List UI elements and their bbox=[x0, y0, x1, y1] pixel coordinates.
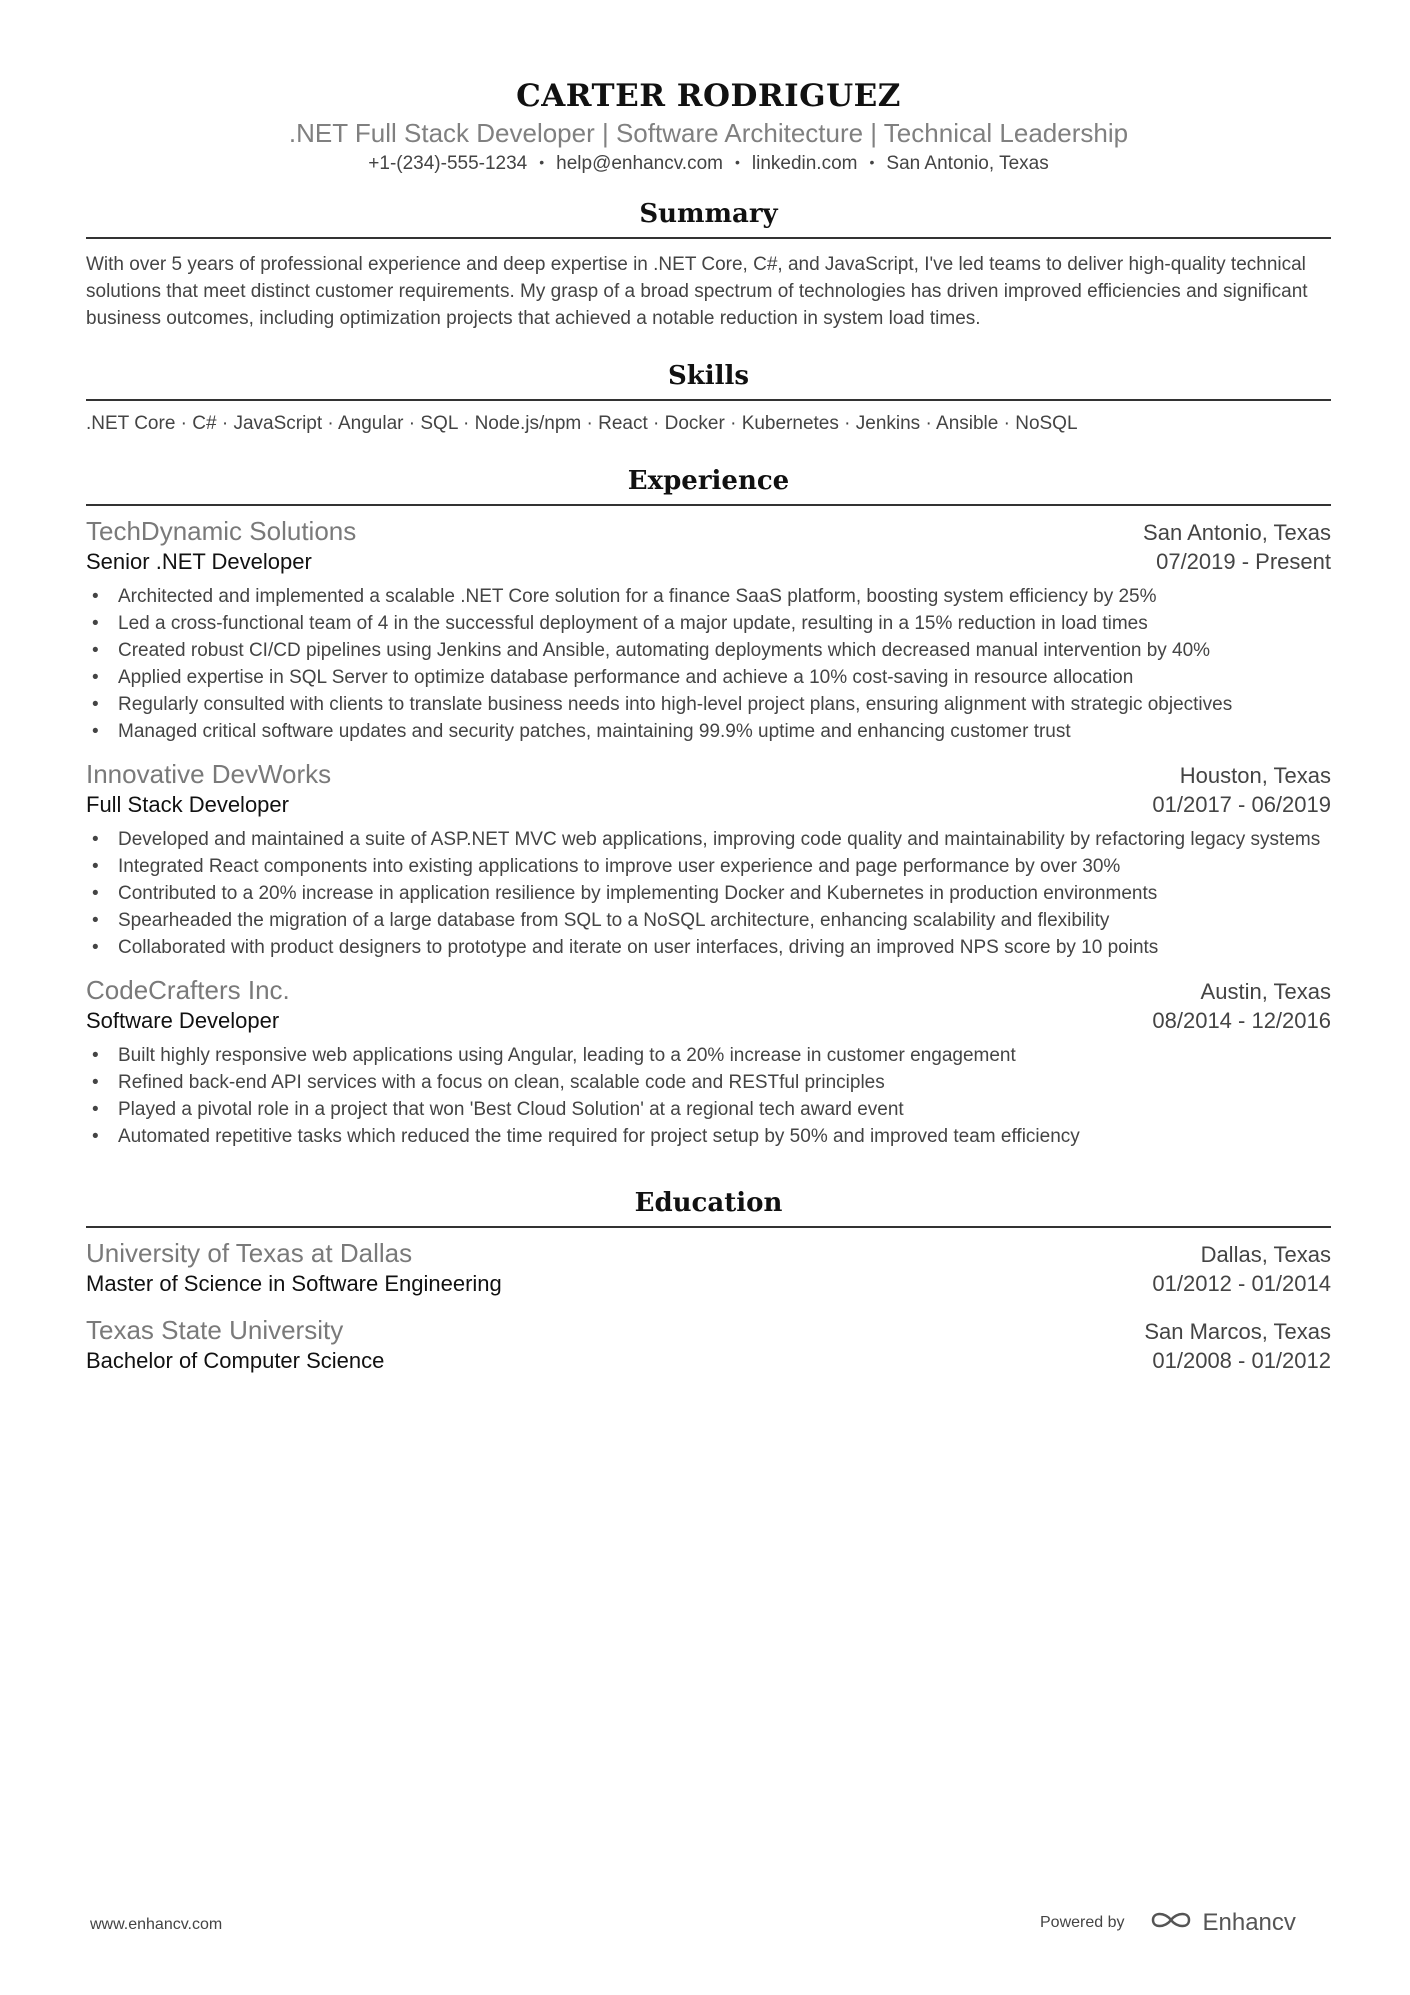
school-name: University of Texas at Dallas bbox=[86, 1238, 413, 1268]
bullet-item: • Led a cross-functional team of 4 in the successful deployment of a major update, resulting in a 15% reduction in load times bbox=[86, 610, 1331, 637]
company-name: TechDynamic Solutions bbox=[86, 516, 357, 546]
job-bullets bbox=[86, 1042, 1331, 1150]
bullet-item: • Applied expertise in SQL Server to optimize database performance and achieve a 10% cost-saving in resource allocation bbox=[86, 664, 1331, 691]
enhancv-logo-icon bbox=[1149, 1908, 1195, 1937]
section-title-summary: Summary bbox=[86, 199, 1331, 239]
bullet-item: • Contributed to a 20% increase in application resilience by implementing Docker and Kubernetes in production environments bbox=[86, 880, 1331, 907]
brand-name: Enhancv bbox=[1202, 1908, 1296, 1936]
skills-list: .NET Core · C# · JavaScript · Angular · SQL · Node.js/npm · React · Docker · Kubernetes · Jenkins · Ansible · NoSQL bbox=[86, 413, 1078, 434]
separator-dot: • bbox=[869, 154, 875, 170]
job-location: Houston, Texas bbox=[1179, 763, 1331, 788]
contact-line bbox=[86, 153, 1331, 175]
education-entry bbox=[86, 1238, 1331, 1297]
footer-branding bbox=[1040, 1908, 1296, 1937]
education-entry bbox=[86, 1315, 1331, 1374]
job-entry bbox=[86, 759, 1331, 961]
job-dates: 01/2017 - 06/2019 bbox=[1152, 792, 1331, 817]
resume-page bbox=[86, 70, 1331, 1374]
education-dates: 01/2012 - 01/2014 bbox=[1152, 1271, 1331, 1296]
school-location: Dallas, Texas bbox=[1200, 1242, 1331, 1267]
job-location: San Antonio, Texas bbox=[1143, 520, 1331, 545]
company-name: CodeCrafters Inc. bbox=[86, 975, 290, 1005]
degree: Bachelor of Computer Science bbox=[86, 1348, 385, 1373]
experience-section bbox=[86, 466, 1331, 1150]
bullet-item: • Played a pivotal role in a project that won 'Best Cloud Solution' at a regional tech award event bbox=[86, 1096, 1331, 1123]
bullet-item: • Developed and maintained a suite of ASP.NET MVC web applications, improving code quality and maintainability by refactoring legacy systems bbox=[86, 826, 1331, 853]
location: San Antonio, Texas bbox=[886, 153, 1049, 174]
section-title-education: Education bbox=[86, 1188, 1331, 1228]
education-dates: 01/2008 - 01/2012 bbox=[1152, 1348, 1331, 1373]
school-name: Texas State University bbox=[86, 1315, 344, 1345]
degree: Master of Science in Software Engineering bbox=[86, 1271, 502, 1296]
bullet-item: • Built highly responsive web applications using Angular, leading to a 20% increase in customer engagement bbox=[86, 1042, 1331, 1069]
company-name: Innovative DevWorks bbox=[86, 759, 332, 789]
section-title-skills: Skills bbox=[86, 361, 1331, 401]
job-title: Software Developer bbox=[86, 1008, 280, 1033]
job-title: Full Stack Developer bbox=[86, 792, 289, 817]
email[interactable]: help@enhancv.com bbox=[556, 153, 723, 174]
bullet-item: • Regularly consulted with clients to translate business needs into high-level project plans, ensuring alignment with strategic objectives bbox=[86, 691, 1331, 718]
bullet-item: • Collaborated with product designers to prototype and iterate on user interfaces, driving an improved NPS score by 10 points bbox=[86, 934, 1331, 961]
job-entry bbox=[86, 516, 1331, 745]
job-dates: 07/2019 - Present bbox=[1156, 549, 1331, 574]
job-bullets bbox=[86, 583, 1331, 745]
section-title-experience: Experience bbox=[86, 466, 1331, 506]
bullet-item: • Created robust CI/CD pipelines using Jenkins and Ansible, automating deployments which decreased manual intervention by 40% bbox=[86, 637, 1331, 664]
bullet-item: • Spearheaded the migration of a large database from SQL to a NoSQL architecture, enhancing scalability and flexibility bbox=[86, 907, 1331, 934]
bullet-item: • Managed critical software updates and security patches, maintaining 99.9% uptime and enhancing customer trust bbox=[86, 718, 1331, 745]
powered-by-label: Powered by bbox=[1040, 1913, 1125, 1931]
footer-website[interactable]: www.enhancv.com bbox=[90, 1916, 223, 1933]
phone: +1-(234)-555-1234 bbox=[368, 153, 528, 174]
separator-dot: • bbox=[539, 154, 545, 170]
school-location: San Marcos, Texas bbox=[1144, 1319, 1331, 1344]
summary-section bbox=[86, 199, 1331, 332]
bullet-item: • Architected and implemented a scalable .NET Core solution for a finance SaaS platform, boosting system efficiency by 25% bbox=[86, 583, 1331, 610]
job-location: Austin, Texas bbox=[1200, 979, 1331, 1004]
education-section bbox=[86, 1188, 1331, 1374]
job-entry bbox=[86, 975, 1331, 1150]
job-bullets bbox=[86, 826, 1331, 961]
bullet-item: • Integrated React components into existing applications to improve user experience and page performance by over 30% bbox=[86, 853, 1331, 880]
candidate-name: CARTER RODRIGUEZ bbox=[516, 78, 901, 114]
bullet-item: • Automated repetitive tasks which reduced the time required for project setup by 50% and improved team efficiency bbox=[86, 1123, 1331, 1150]
candidate-tagline: .NET Full Stack Developer | Software Architecture | Technical Leadership bbox=[288, 118, 1129, 148]
job-dates: 08/2014 - 12/2016 bbox=[1152, 1008, 1331, 1033]
job-title: Senior .NET Developer bbox=[86, 549, 312, 574]
summary-text: With over 5 years of professional experience and deep expertise in .NET Core, C#, and JavaScript, I've led teams to deliver high-quality technical solutions that meet distinct customer requirements. My grasp of a broad spectrum of technologies has driven improved efficiencies and significant business outcomes, including optimization projects that achieved a notable reduction in system load times. bbox=[86, 254, 1308, 329]
separator-dot: • bbox=[734, 154, 740, 170]
linkedin[interactable]: linkedin.com bbox=[751, 153, 858, 174]
skills-section bbox=[86, 361, 1331, 435]
bullet-item: • Refined back-end API services with a focus on clean, scalable code and RESTful principles bbox=[86, 1069, 1331, 1096]
